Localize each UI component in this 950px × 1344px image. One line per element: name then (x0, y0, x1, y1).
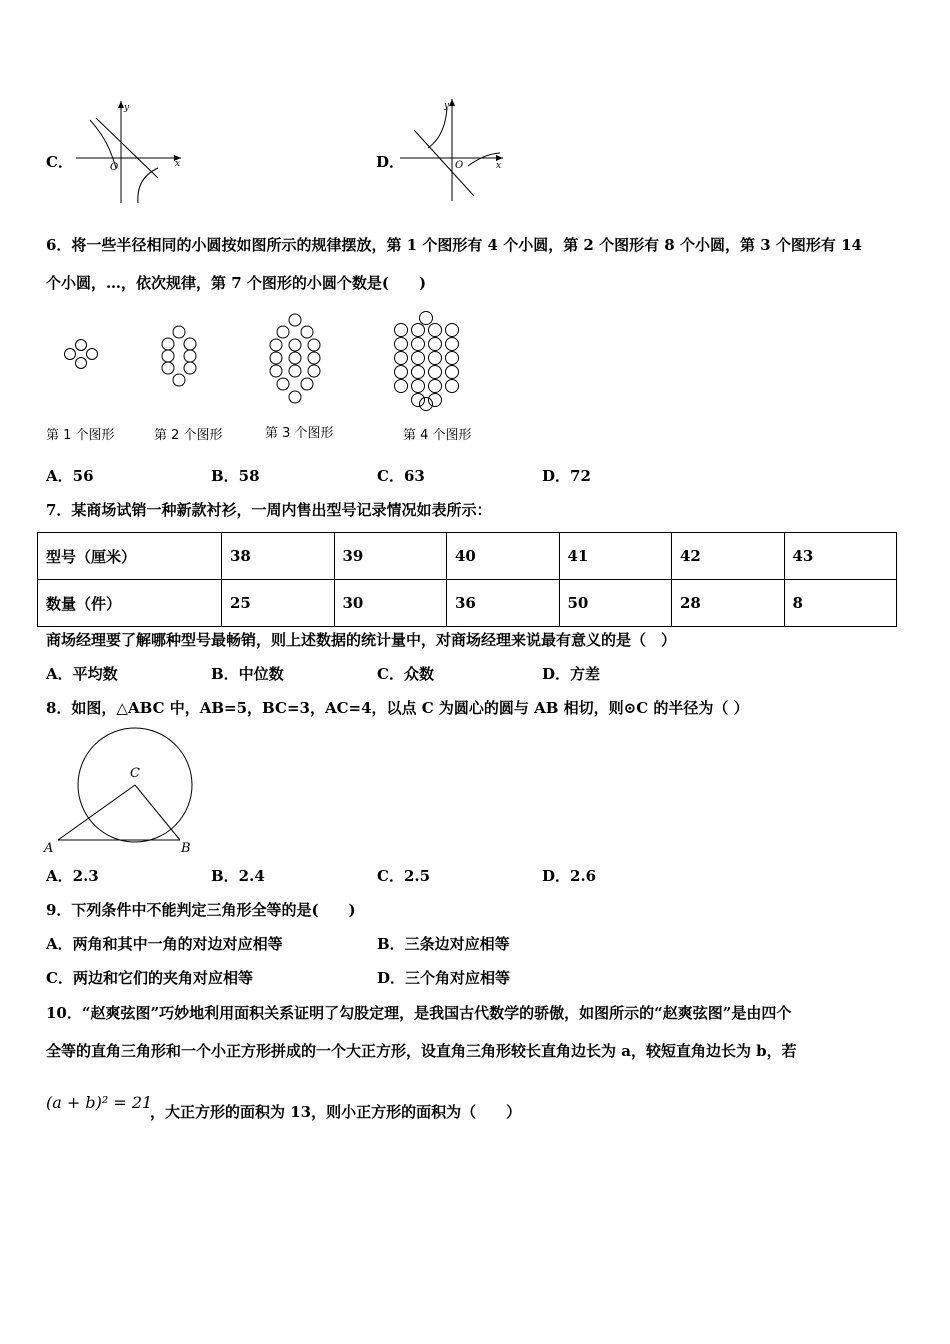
table-cell: 8 (784, 580, 897, 627)
graph-c (76, 98, 186, 208)
q10-stem-line2: 全等的直角三角形和一个小正方形拼成的一个大正方形，设直角三角形较长直角边长为 a，较短直角边长为 b，若 (46, 1042, 797, 1060)
pattern-figure-2 (162, 326, 196, 386)
q6-stem-line2: 个小圆，…，依次规律，第 7 个图形的小圆个数是( ) (46, 274, 427, 292)
table-cell: 43 (784, 533, 897, 580)
q7-option-a: A．平均数 (46, 665, 118, 683)
caption-figure-2: 第 2 个图形 (154, 428, 223, 443)
pattern-figure-3 (270, 314, 320, 403)
side-ac (58, 785, 135, 840)
circle-triangle-figure (40, 726, 210, 858)
q6-option-c: C．63 (377, 467, 425, 485)
hyperbola-branch-1 (428, 108, 447, 148)
table-cell: 25 (222, 580, 335, 627)
q6-stem-line1: 6．将一些半径相同的小圆按如图所示的规律摆放，第 1 个图形有 4 个小圆，第 2 个图形有 8 个小圆，第 3 个图形有 14 (46, 236, 862, 254)
origin-label: O (455, 160, 464, 171)
caption-figure-1: 第 1 个图形 (46, 428, 115, 443)
q10-stem-line1: 10．“赵爽弦图”巧妙地利用面积关系证明了勾股定理，是我国古代数学的骄傲，如图所示的“赵爽弦图”是由四个 (46, 1004, 792, 1022)
pattern-figure-4-bottom (420, 398, 433, 411)
y-label: y (444, 101, 450, 111)
option-c-label: C． (46, 153, 73, 171)
y-axis-arrow (449, 99, 455, 106)
table-cell: 数量（件） (38, 580, 222, 627)
caption-figure-4: 第 4 个图形 (403, 428, 472, 443)
table-cell: 28 (672, 580, 785, 627)
x-label: x (496, 161, 502, 171)
pattern-figure-1 (65, 340, 98, 369)
q6-option-a: A．56 (46, 467, 94, 485)
side-bc (135, 785, 180, 840)
linear-graph (96, 118, 158, 178)
q10-stem-line3: ，大正方形的面积为 13，则小正方形的面积为（ ） (150, 1103, 522, 1121)
q8-option-b: B．2.4 (211, 867, 265, 885)
table-cell: 36 (447, 580, 560, 627)
label-a: A (44, 841, 54, 856)
x-label: x (175, 159, 181, 169)
caption-figure-3: 第 3 个图形 (265, 426, 334, 441)
q7-question: 商场经理要了解哪种型号最畅销，则上述数据的统计量中，对商场经理来说最有意义的是（ ） (46, 631, 677, 649)
linear-graph (414, 130, 474, 196)
table-cell: 39 (334, 533, 447, 580)
q7-option-d: D．方差 (542, 665, 601, 683)
q8-stem: 8．如图，△ABC 中，AB=5，BC=3，AC=4，以点 C 为圆心的圆与 AB 相切，则⊙C 的半径为（ ） (46, 699, 749, 717)
table-cell: 30 (334, 580, 447, 627)
table-cell: 50 (559, 580, 672, 627)
graph-d (400, 96, 510, 206)
q10-formula: (a + b)² = 21 (46, 1093, 153, 1112)
y-label: y (124, 103, 130, 113)
option-d-label: D． (376, 153, 405, 171)
q6-option-d: D．72 (542, 467, 591, 485)
q9-stem: 9．下列条件中不能判定三角形全等的是( ) (46, 901, 356, 919)
table-row (38, 580, 897, 627)
table-row (38, 533, 897, 580)
table-cell: 42 (672, 533, 785, 580)
q8-option-a: A．2.3 (46, 867, 99, 885)
table-cell: 40 (447, 533, 560, 580)
table-cell: 型号（厘米） (38, 533, 222, 580)
origin-label: O (110, 162, 119, 173)
q9-option-a: A．两角和其中一角的对边对应相等 (46, 935, 283, 953)
q8-option-d: D．2.6 (542, 867, 597, 885)
q7-option-c: C．众数 (377, 665, 434, 683)
label-c: C (130, 766, 140, 781)
q9-option-c: C．两边和它们的夹角对应相等 (46, 969, 253, 987)
table-cell: 41 (559, 533, 672, 580)
q9-option-d: D．三个角对应相等 (377, 969, 511, 987)
q7-stem: 7．某商场试销一种新款衬衫，一周内售出型号记录情况如表所示： (46, 501, 492, 519)
q7-option-b: B．中位数 (211, 665, 284, 683)
table-cell: 38 (222, 533, 335, 580)
size-table (37, 532, 897, 627)
q9-option-b: B．三条边对应相等 (377, 935, 510, 953)
q6-option-b: B．58 (211, 467, 260, 485)
hyperbola-branch-2 (138, 168, 158, 203)
hyperbola-branch-1 (90, 120, 116, 168)
label-b: B (181, 841, 191, 856)
pattern-figure-4 (395, 312, 459, 407)
q8-option-c: C．2.5 (377, 867, 431, 885)
